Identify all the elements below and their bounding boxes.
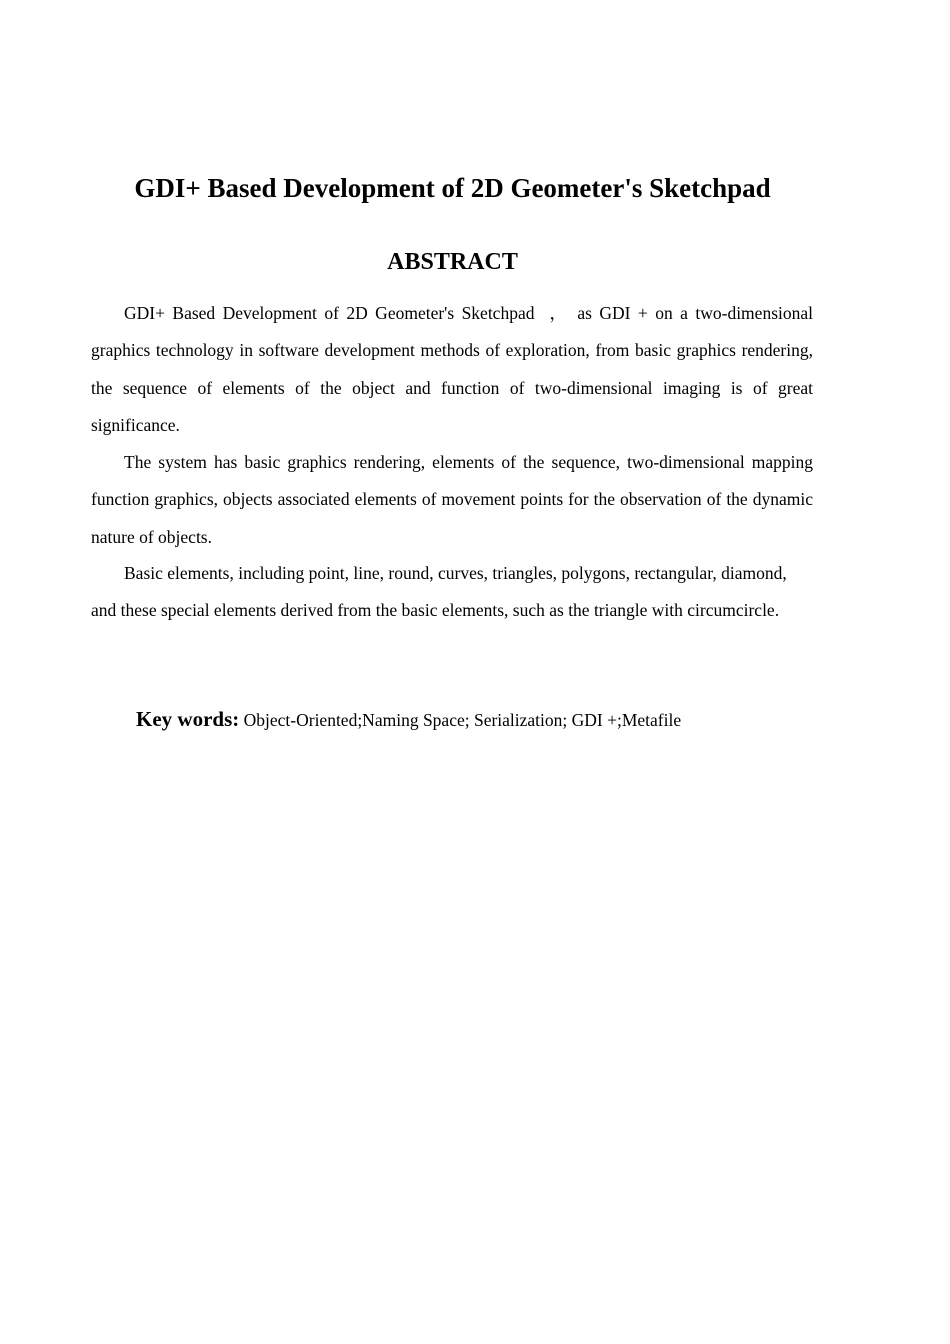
keywords-line xyxy=(136,703,836,738)
abstract-heading: ABSTRACT xyxy=(387,249,518,275)
document-title: GDI+ Based Development of 2D Geometer's Sketchpad xyxy=(134,173,771,203)
abstract-paragraph-3: Basic elements, including point, line, round, curves, triangles, polygons, rectangular, diamond, and these special elements derived from the basic elements, such as the triangle with circumcircle. xyxy=(91,563,787,621)
keywords-label: Key words: xyxy=(136,707,240,731)
keywords-value: Object-Oriented;Naming Space; Serialization; GDI +;Metafile xyxy=(239,710,682,730)
abstract-paragraph-2: The system has basic graphics rendering, elements of the sequence, two-dimensional mapping function graphics, objects associated elements of movement points for the observation of the dynamic nature of objects. xyxy=(91,452,813,547)
abstract-paragraph-1: GDI+ Based Development of 2D Geometer's Sketchpad ， as GDI + on a two-dimensional graphics technology in software development methods of exploration, from basic graphics rendering, the sequence of elements of the object and function of two-dimensional imaging is of great significance. xyxy=(91,303,813,435)
